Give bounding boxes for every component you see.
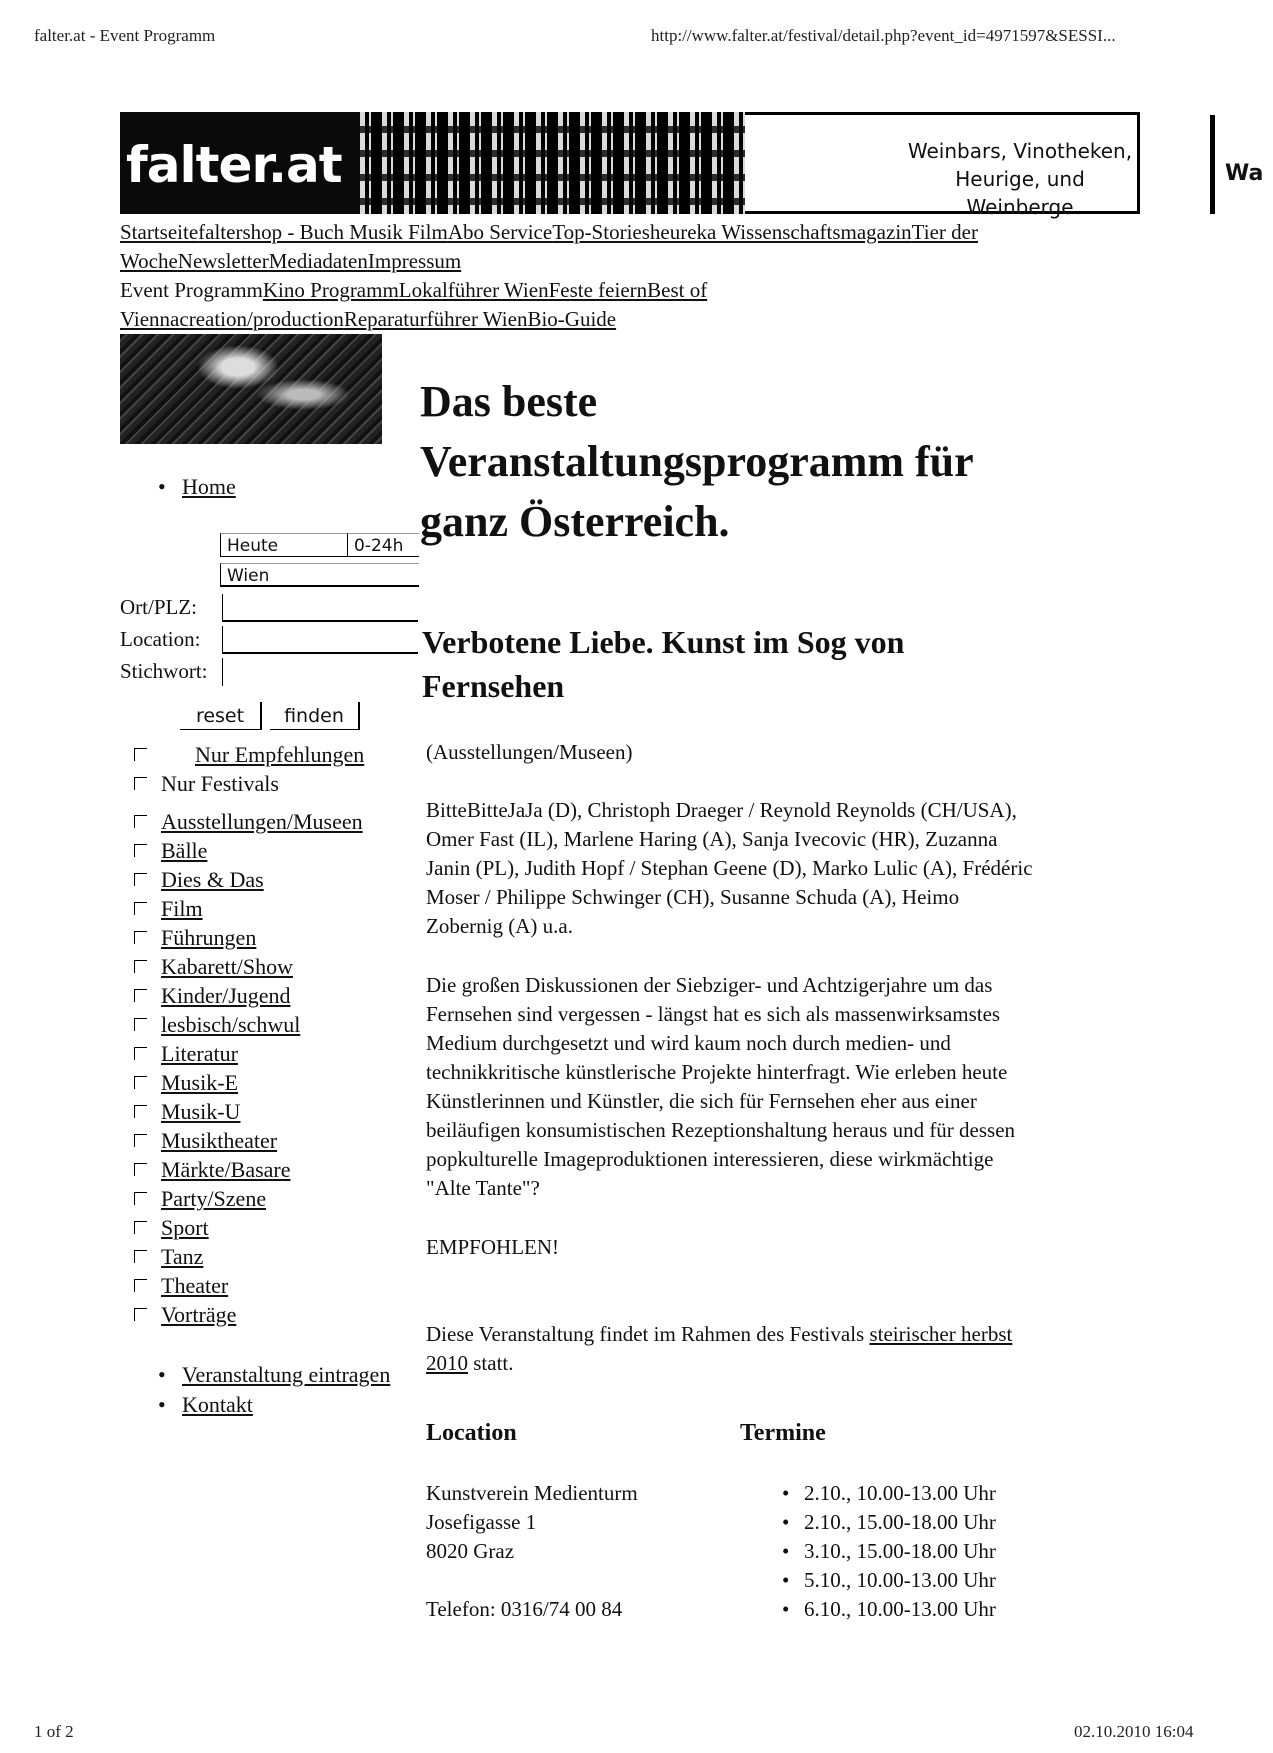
headline-line-2: Veranstaltungsprogramm für [420, 437, 974, 486]
region-select[interactable]: Wien [220, 563, 419, 587]
category-label[interactable]: Kinder/Jugend [161, 983, 291, 1008]
checkbox[interactable] [134, 931, 147, 944]
checkbox[interactable] [134, 989, 147, 1002]
venue-street: Josefigasse 1 [426, 1510, 537, 1534]
category-label[interactable]: Film [161, 896, 203, 921]
checkbox[interactable] [134, 777, 147, 790]
eintragen-link[interactable]: Veranstaltung eintragen [182, 1362, 391, 1387]
kontakt-link[interactable]: Kontakt [182, 1392, 253, 1417]
category-label[interactable]: Party/Szene [161, 1186, 267, 1211]
description-line: Fernsehen sind vergessen - längst hat es sich als massenwirksamstes [426, 1002, 1001, 1026]
print-header-title: falter.at - Event Programm [34, 26, 216, 45]
category-label[interactable]: Kabarett/Show [161, 954, 293, 979]
filter-label: Nur Festivals [161, 771, 279, 796]
checkbox[interactable] [134, 815, 147, 828]
category-filter-item[interactable] [134, 1068, 238, 1097]
date-select[interactable]: Heute [220, 533, 347, 557]
location-label: Location: [120, 627, 201, 651]
event-artists [426, 796, 1146, 941]
termin-item: • 5.10., 10.00-13.00 Uhr [780, 1566, 996, 1595]
nav-newsletter[interactable]: Newsletter [177, 249, 269, 273]
checkbox[interactable] [134, 1279, 147, 1292]
nav-mediadaten[interactable]: Mediadaten [268, 249, 368, 273]
description-line: "Alte Tante"? [426, 1176, 540, 1200]
ort-label: Ort/PLZ: [120, 595, 197, 619]
category-filter-item[interactable] [134, 1010, 300, 1039]
description-line: Die großen Diskussionen der Siebziger- und Achtzigerjahre um das [426, 973, 993, 997]
print-footer-datetime: 02.10.2010 16:04 [1074, 1722, 1194, 1741]
checkbox[interactable] [134, 1250, 147, 1263]
ad-line-1: Weinbars, Vinotheken, [907, 139, 1133, 163]
category-label[interactable]: Märkte/Basare [161, 1157, 291, 1182]
event-title [422, 620, 1062, 708]
termin-item: • 2.10., 10.00-13.00 Uhr [780, 1479, 996, 1508]
category-label[interactable]: Bälle [161, 838, 208, 863]
venue-city: 8020 Graz [426, 1539, 515, 1563]
festival-link[interactable]: steirischer herbst [869, 1322, 1013, 1346]
description-line: Medium durchgesetzt und wird kaum noch durch medien- und [426, 1031, 951, 1055]
print-header-url: http://www.falter.at/festival/detail.php?event_id=4971597&SESSI... [651, 26, 1116, 45]
category-filter-item[interactable] [134, 1242, 203, 1271]
ort-plz-input[interactable] [222, 594, 418, 622]
category-filter-item[interactable] [134, 807, 363, 836]
headline-line-1: Das beste [420, 377, 598, 426]
category-label[interactable]: Musiktheater [161, 1128, 278, 1153]
checkbox[interactable] [134, 1221, 147, 1234]
nav-reparaturfuehrer[interactable]: Reparaturführer Wien [343, 307, 528, 331]
description-line: popkulturelle Imageproduktionen interessieren, diese wirkmächtige [426, 1147, 994, 1171]
checkbox[interactable] [134, 873, 147, 886]
category-filter-item[interactable] [134, 1097, 240, 1126]
ad-cut-text: Wa [1225, 161, 1264, 186]
ad-divider [1210, 115, 1215, 214]
filter-nur-empfehlungen[interactable] [134, 740, 364, 769]
checkbox[interactable] [134, 1308, 147, 1321]
category-filter-item[interactable] [134, 894, 203, 923]
top-navigation [120, 218, 1020, 334]
festival-suffix: statt. [468, 1351, 514, 1375]
nav-startseite[interactable]: Startseite [120, 220, 199, 244]
checkbox[interactable] [134, 902, 147, 915]
category-filter-item[interactable] [134, 923, 256, 952]
list-item [158, 1360, 390, 1390]
nav-bio-guide[interactable]: Bio-Guide [527, 307, 617, 331]
filter-label[interactable]: Nur Empfehlungen [195, 742, 365, 767]
venue-name: Kunstverein Medienturm [426, 1481, 638, 1505]
description-line: Künstlerinnen und Künstler, die sich für Fernsehen eher aus einer [426, 1089, 977, 1113]
falter-logo-banner[interactable] [120, 112, 745, 214]
category-label[interactable]: Musik-U [161, 1099, 241, 1124]
event-title-line-1: Verbotene Liebe. Kunst im Sog von [422, 624, 905, 660]
empfohlen-label: EMPFOHLEN! [426, 1235, 560, 1259]
reset-button[interactable]: reset [180, 702, 262, 730]
nav-best-of-vienna[interactable]: Best of Vienna [120, 278, 708, 331]
nav-creation-production[interactable]: creation/production [179, 307, 344, 331]
category-filter-item[interactable] [134, 836, 207, 865]
print-footer-page: 1 of 2 [34, 1722, 74, 1741]
category-label[interactable]: Literatur [161, 1041, 238, 1066]
category-filter-item[interactable] [134, 1155, 291, 1184]
ad-line-2: Heurige, und Weinberge [955, 167, 1085, 219]
nav-event-programm: Event Programm [120, 278, 263, 302]
category-label[interactable]: Tanz [161, 1244, 204, 1269]
termin-item: • 6.10., 10.00-13.00 Uhr [780, 1595, 996, 1624]
event-title-line-2: Fernsehen [422, 668, 565, 704]
checkbox[interactable] [134, 844, 147, 857]
termin-item: • 2.10., 15.00-18.00 Uhr [780, 1508, 996, 1537]
festival-prefix: Diese Veranstaltung findet im Rahmen des Festivals [426, 1322, 870, 1346]
artists-line: Moser / Philippe Schwinger (CH), Susanne Schuda (A), Heimo [426, 885, 960, 909]
checkbox[interactable] [134, 1076, 147, 1089]
sidebar-home-list [158, 472, 236, 502]
category-label[interactable]: Führungen [161, 925, 257, 950]
checkbox[interactable] [134, 1163, 147, 1176]
event-description [426, 971, 1146, 1203]
festival-note [426, 1320, 1146, 1378]
nav-kino-programm[interactable]: Kino Programm [262, 278, 399, 302]
category-filter-item[interactable] [134, 1039, 238, 1068]
nav-faltershop[interactable]: faltershop - Buch Musik Film [198, 220, 448, 244]
category-label[interactable]: Dies & Das [161, 867, 264, 892]
header-photo [120, 334, 382, 444]
home-link[interactable]: Home [182, 474, 236, 499]
checkbox[interactable] [134, 1105, 147, 1118]
category-label[interactable]: Ausstellungen/Museen [161, 809, 363, 834]
category-filter-item[interactable] [134, 952, 293, 981]
nav-feste-feiern[interactable]: Feste feiern [548, 278, 648, 302]
location-address [426, 1479, 638, 1624]
nav-tier-der-woche[interactable]: Tier der Woche [120, 220, 978, 273]
category-label[interactable]: Musik-E [161, 1070, 238, 1095]
filter-nur-festivals[interactable] [134, 769, 279, 798]
category-filter-item[interactable] [134, 1213, 209, 1242]
category-filter-item[interactable] [134, 981, 291, 1010]
artists-line: Omer Fast (IL), Marlene Haring (A), Sanja Ivecovic (HR), Zuzanna [426, 827, 998, 851]
nav-impressum[interactable]: Impressum [367, 249, 462, 273]
artists-line: BitteBitteJaJa (D), Christoph Draeger / Reynold Reynolds (CH/USA), [426, 798, 1017, 822]
checkbox[interactable] [134, 1047, 147, 1060]
category-filter-item[interactable] [134, 1126, 277, 1155]
termin-item: • 3.10., 15.00-18.00 Uhr [780, 1537, 996, 1566]
stichwort-input[interactable] [222, 658, 418, 686]
time-select[interactable]: 0-24h [347, 533, 419, 557]
sidebar-bottom-list [158, 1360, 390, 1420]
nav-heureka[interactable]: heureka Wissenschaftsmagazin [649, 220, 912, 244]
termine-list [780, 1479, 996, 1624]
location-heading: Location [426, 1420, 517, 1446]
category-label[interactable]: Theater [161, 1273, 229, 1298]
termine-heading: Termine [740, 1420, 826, 1446]
checkbox[interactable] [134, 1018, 147, 1031]
description-line: beiläufigen konsumistischen Rezeptionshaltung heraus und für dessen [426, 1118, 1016, 1142]
falter-logo: falter.at [126, 136, 342, 194]
category-label[interactable]: lesbisch/schwul [161, 1012, 301, 1037]
venue-phone: Telefon: 0316/74 00 84 [426, 1597, 623, 1621]
stichwort-label: Stichwort: [120, 659, 208, 683]
ad-banner[interactable] [745, 112, 1264, 219]
event-category: (Ausstellungen/Museen) [426, 740, 633, 764]
category-filter-item[interactable] [134, 1184, 266, 1213]
list-item [158, 1390, 390, 1420]
nav-abo-service[interactable]: Abo Service [447, 220, 553, 244]
location-input[interactable] [222, 626, 418, 654]
banner-graphic-overlay [360, 112, 745, 214]
list-item [158, 472, 236, 502]
category-label[interactable]: Vorträge [161, 1302, 237, 1327]
nav-lokalfuehrer[interactable]: Lokalführer Wien [398, 278, 549, 302]
category-label[interactable]: Sport [161, 1215, 209, 1240]
nav-top-stories[interactable]: Top-Stories [552, 220, 650, 244]
artists-line: Zobernig (A) u.a. [426, 914, 573, 938]
category-filter-item[interactable] [134, 865, 264, 894]
page-headline [420, 372, 1080, 552]
category-filter-item[interactable] [134, 1271, 228, 1300]
category-filter-item[interactable] [134, 1300, 236, 1329]
description-line: technikkritische künstlerische Projekte hinterfragt. Wie erleben heute [426, 1060, 1008, 1084]
checkbox[interactable] [134, 748, 147, 761]
artists-line: Janin (PL), Judith Hopf / Stephan Geene (D), Marko Lulic (A), Frédéric [426, 856, 1033, 880]
checkbox[interactable] [134, 1192, 147, 1205]
checkbox[interactable] [134, 1134, 147, 1147]
headline-line-3: ganz Österreich. [420, 497, 730, 546]
ad-text [905, 137, 1135, 221]
finden-button[interactable]: finden [270, 702, 360, 730]
festival-link-year[interactable]: 2010 [426, 1351, 468, 1375]
checkbox[interactable] [134, 960, 147, 973]
banner [120, 112, 1264, 219]
